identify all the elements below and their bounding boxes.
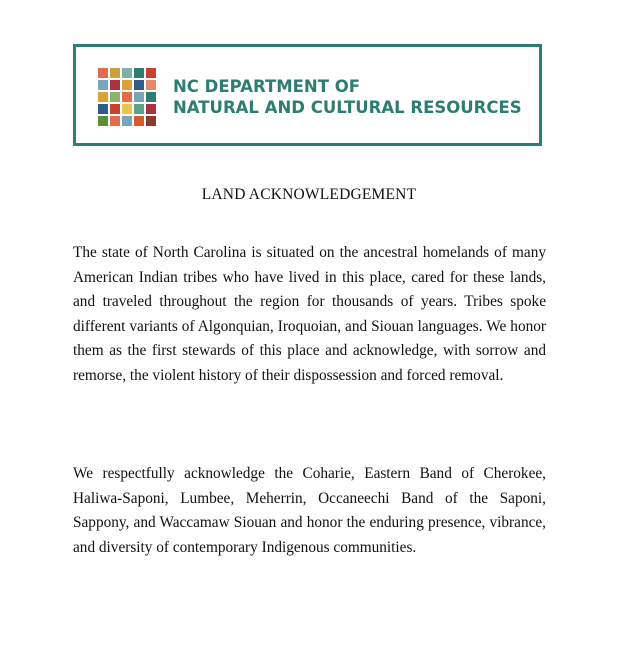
department-header xyxy=(73,44,542,146)
paragraph-tribes-acknowledgement: We respectfully acknowledge the Coharie, Eastern Band of Cherokee, Haliwa-Saponi, Lumbee, Meherrin, Occaneechi Band of the Saponi, Sappony, and Waccamaw Siouan and honor the enduring presence, vibrance, and diversity of contemporary Indigenous communities. xyxy=(73,465,546,556)
logo-tile xyxy=(98,80,108,90)
logo-tile xyxy=(134,116,144,126)
logo-tile xyxy=(122,80,132,90)
logo-tile xyxy=(122,68,132,78)
logo-tile xyxy=(98,104,108,114)
logo-tile xyxy=(146,104,156,114)
logo-tile xyxy=(98,116,108,126)
logo-tile xyxy=(110,68,120,78)
logo-tile xyxy=(134,92,144,102)
logo-tile xyxy=(134,68,144,78)
department-name-line-2: NATURAL AND CULTURAL RESOURCES xyxy=(173,98,522,117)
logo-tile xyxy=(98,68,108,78)
logo-tile xyxy=(134,80,144,90)
logo-tile xyxy=(146,80,156,90)
department-name-line-1: NC DEPARTMENT OF xyxy=(173,77,360,96)
logo-tile xyxy=(122,92,132,102)
logo-tile xyxy=(146,116,156,126)
logo-tile xyxy=(122,116,132,126)
logo-tile xyxy=(110,92,120,102)
department-logo-icon xyxy=(98,68,158,128)
logo-tile xyxy=(146,68,156,78)
logo-tile xyxy=(110,80,120,90)
document-title: LAND ACKNOWLEDGEMENT xyxy=(201,186,417,203)
logo-tile xyxy=(134,104,144,114)
paragraph-homelands: The state of North Carolina is situated on the ancestral homelands of many American Indian tribes who have lived in this place, cared for these lands, and traveled throughout the region for thousands of years. Tribes spoke different variants of Algonquian, Iroquoian, and Siouan languages. We honor them as the first stewards of this place and acknowledge, with sorrow and remorse, the violent history of their dispossession and forced removal. xyxy=(73,244,546,384)
logo-tile xyxy=(122,104,132,114)
logo-tile xyxy=(146,92,156,102)
logo-tile xyxy=(110,104,120,114)
department-name xyxy=(173,76,522,118)
logo-tile xyxy=(98,92,108,102)
logo-tile xyxy=(110,116,120,126)
